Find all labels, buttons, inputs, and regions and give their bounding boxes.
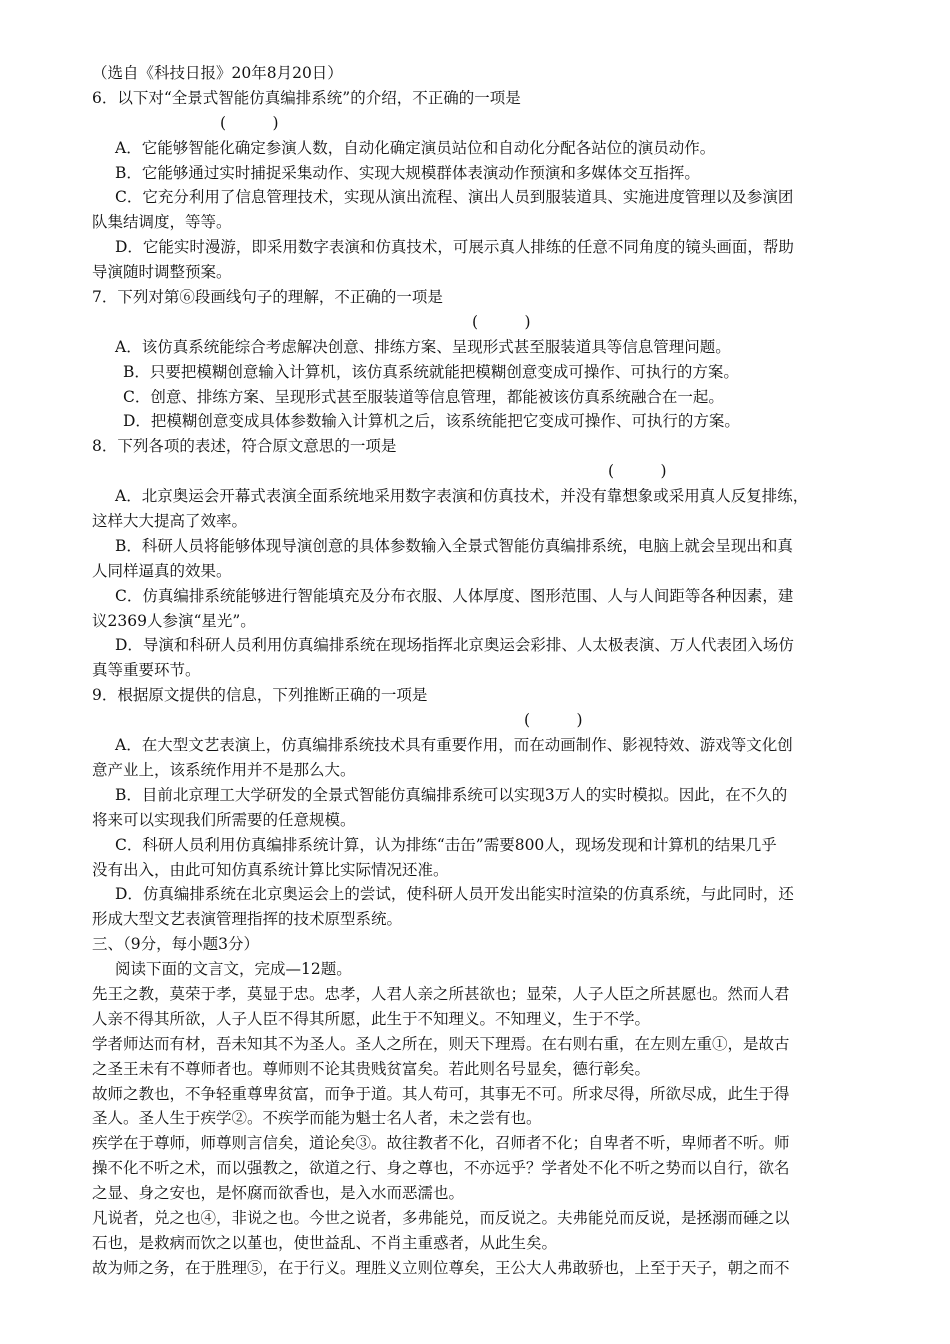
classical-text-line: 人亲不得其所欲，人子人臣不得其所愿，此生于不知理义。不知理义，生于不学。 [92, 1009, 651, 1028]
section-heading: 三、（9分，每小题3分） [92, 935, 259, 954]
classical-text-line: 先王之教，莫荣于孝，莫显于忠。忠孝，人君人亲之所甚欲也；显荣，人子人臣之所甚愿也。然而人君 [92, 984, 790, 1003]
question-option: 队集结调度，等等。 [92, 213, 232, 232]
answer-bracket: ( ) [608, 462, 667, 481]
question-stem: 8．下列各项的表述，符合原文意思的一项是 [92, 437, 397, 456]
question-option: 真等重要环节。 [92, 661, 201, 680]
answer-bracket: ( ) [220, 113, 279, 132]
classical-text-line: 之显、身之安也，是怀腐而欲香也，是入水而恶濡也。 [92, 1184, 465, 1203]
question-option: 将来可以实现我们所需要的任意规模。 [92, 810, 356, 829]
question-option: B．目前北京理工大学研发的全景式智能仿真编排系统可以实现3万人的实时模拟。因此，在不久的 [115, 785, 788, 804]
question-option: B．只要把模糊创意输入计算机，该仿真系统就能把模糊创意变成可操作、可执行的方案。 [123, 362, 739, 381]
question-stem: 7．下列对第⑥段画线句子的理解，不正确的一项是 [92, 288, 443, 307]
question-option: 没有出入，由此可知仿真系统计算比实际情况还准。 [92, 860, 449, 879]
question-option: A．在大型文艺表演上，仿真编排系统技术具有重要作用，而在动画制作、影视特效、游戏等文化创 [115, 736, 793, 755]
question-option: C．它充分利用了信息管理技术，实现从演出流程、演出人员到服装道具、实施进度管理以及参演团 [115, 188, 794, 207]
question-option: D．它能实时漫游，即采用数字表演和仿真技术，可展示真人排练的任意不同角度的镜头画面，帮助 [115, 238, 794, 257]
question-stem: 6．以下对“全景式智能仿真编排系统”的介绍，不正确的一项是 [92, 88, 521, 107]
question-option: C．科研人员利用仿真编排系统计算，认为排练“击缶”需要800人，现场发现和计算机的结果几乎 [115, 835, 777, 854]
section-instruction: 阅读下面的文言文，完成—12题。 [115, 960, 352, 979]
source-citation: （选自《科技日报》20年8月20日） [92, 64, 343, 82]
classical-text-line: 操不化不听之术，而以强教之，欲道之行、身之尊也，不亦远乎？学者处不化不听之势而以自行，欲名 [92, 1159, 790, 1178]
question-stem: 9．根据原文提供的信息，下列推断正确的一项是 [92, 686, 428, 705]
classical-text-line: 疾学在于尊师，师尊则言信矣，道论矣③。故往教者不化，召师者不化；自卑者不听，卑师者不听。师 [92, 1134, 790, 1153]
question-option: D．导演和科研人员利用仿真编排系统在现场指挥北京奥运会彩排、人太极表演、万人代表团入场仿 [115, 636, 794, 655]
question-option: B．科研人员将能够体现导演创意的具体参数输入全景式智能仿真编排系统，电脑上就会呈现出和真 [115, 536, 793, 555]
answer-bracket: ( ) [472, 312, 531, 331]
question-option: B．它能够通过实时捕捉采集动作、实现大规模群体表演动作预演和多媒体交互指挥。 [115, 163, 700, 182]
classical-text-line: 圣人。圣人生于疾学②。不疾学而能为魁士名人者，未之尝有也。 [92, 1109, 542, 1128]
classical-text-line: 凡说者，兑之也④，非说之也。今世之说者，多弗能兑，而反说之。夫弗能兑而反说，是拯溺而硾之以 [92, 1208, 790, 1227]
question-option: A．它能够智能化确定参演人数，自动化确定演员站位和自动化分配各站位的演员动作。 [115, 138, 716, 157]
question-option: D．把模糊创意变成具体参数输入计算机之后，该系统能把它变成可操作、可执行的方案。 [123, 412, 740, 431]
classical-text-line: 故为师之务，在于胜理⑤，在于行义。理胜义立则位尊矣，王公大人弗敢骄也，上至于天子，朝之而不 [92, 1258, 790, 1277]
question-option: A．北京奥运会开幕式表演全面系统地采用数字表演和仿真技术，并没有靠想象或采用真人反复排练， [115, 487, 809, 506]
question-option: 意产业上，该系统作用并不是那么大。 [92, 760, 356, 779]
classical-text-line: 学者师达而有材，吾未知其不为圣人。圣人之所在，则天下理焉。在右则右重，在左则左重①，是故古 [92, 1034, 790, 1053]
question-option: 议2369人参演“星光”。 [92, 611, 256, 630]
question-option: A．该仿真系统能综合考虑解决创意、排练方案、呈现形式甚至服装道具等信息管理问题。 [115, 337, 731, 356]
question-option: 这样大大提高了效率。 [92, 512, 248, 531]
question-option: 形成大型文艺表演管理指挥的技术原型系统。 [92, 910, 403, 929]
question-option: 人同样逼真的效果。 [92, 561, 232, 580]
question-option: C．仿真编排系统能够进行智能填充及分布衣服、人体厚度、图形范围、人与人间距等各种因素，建 [115, 586, 794, 605]
classical-text-line: 故师之教也，不争轻重尊卑贫富，而争于道。其人苟可，其事无不可。所求尽得，所欲尽成，此生于得 [92, 1084, 790, 1103]
classical-text-line: 石也，是救病而饮之以堇也，使世益乱、不肖主重惑者，从此生矣。 [92, 1233, 558, 1252]
answer-bracket: ( ) [524, 711, 583, 730]
question-option: D．仿真编排系统在北京奥运会上的尝试，使科研人员开发出能实时渲染的仿真系统，与此同时，还 [115, 885, 794, 904]
classical-text-line: 之圣王未有不尊师者也。尊师则不论其贵贱贫富矣。若此则名号显矣，德行彰矣。 [92, 1059, 651, 1078]
question-option: 导演随时调整预案。 [92, 263, 232, 282]
question-option: C．创意、排练方案、呈现形式甚至服装道等信息管理，都能被该仿真系统融合在一起。 [123, 387, 724, 406]
